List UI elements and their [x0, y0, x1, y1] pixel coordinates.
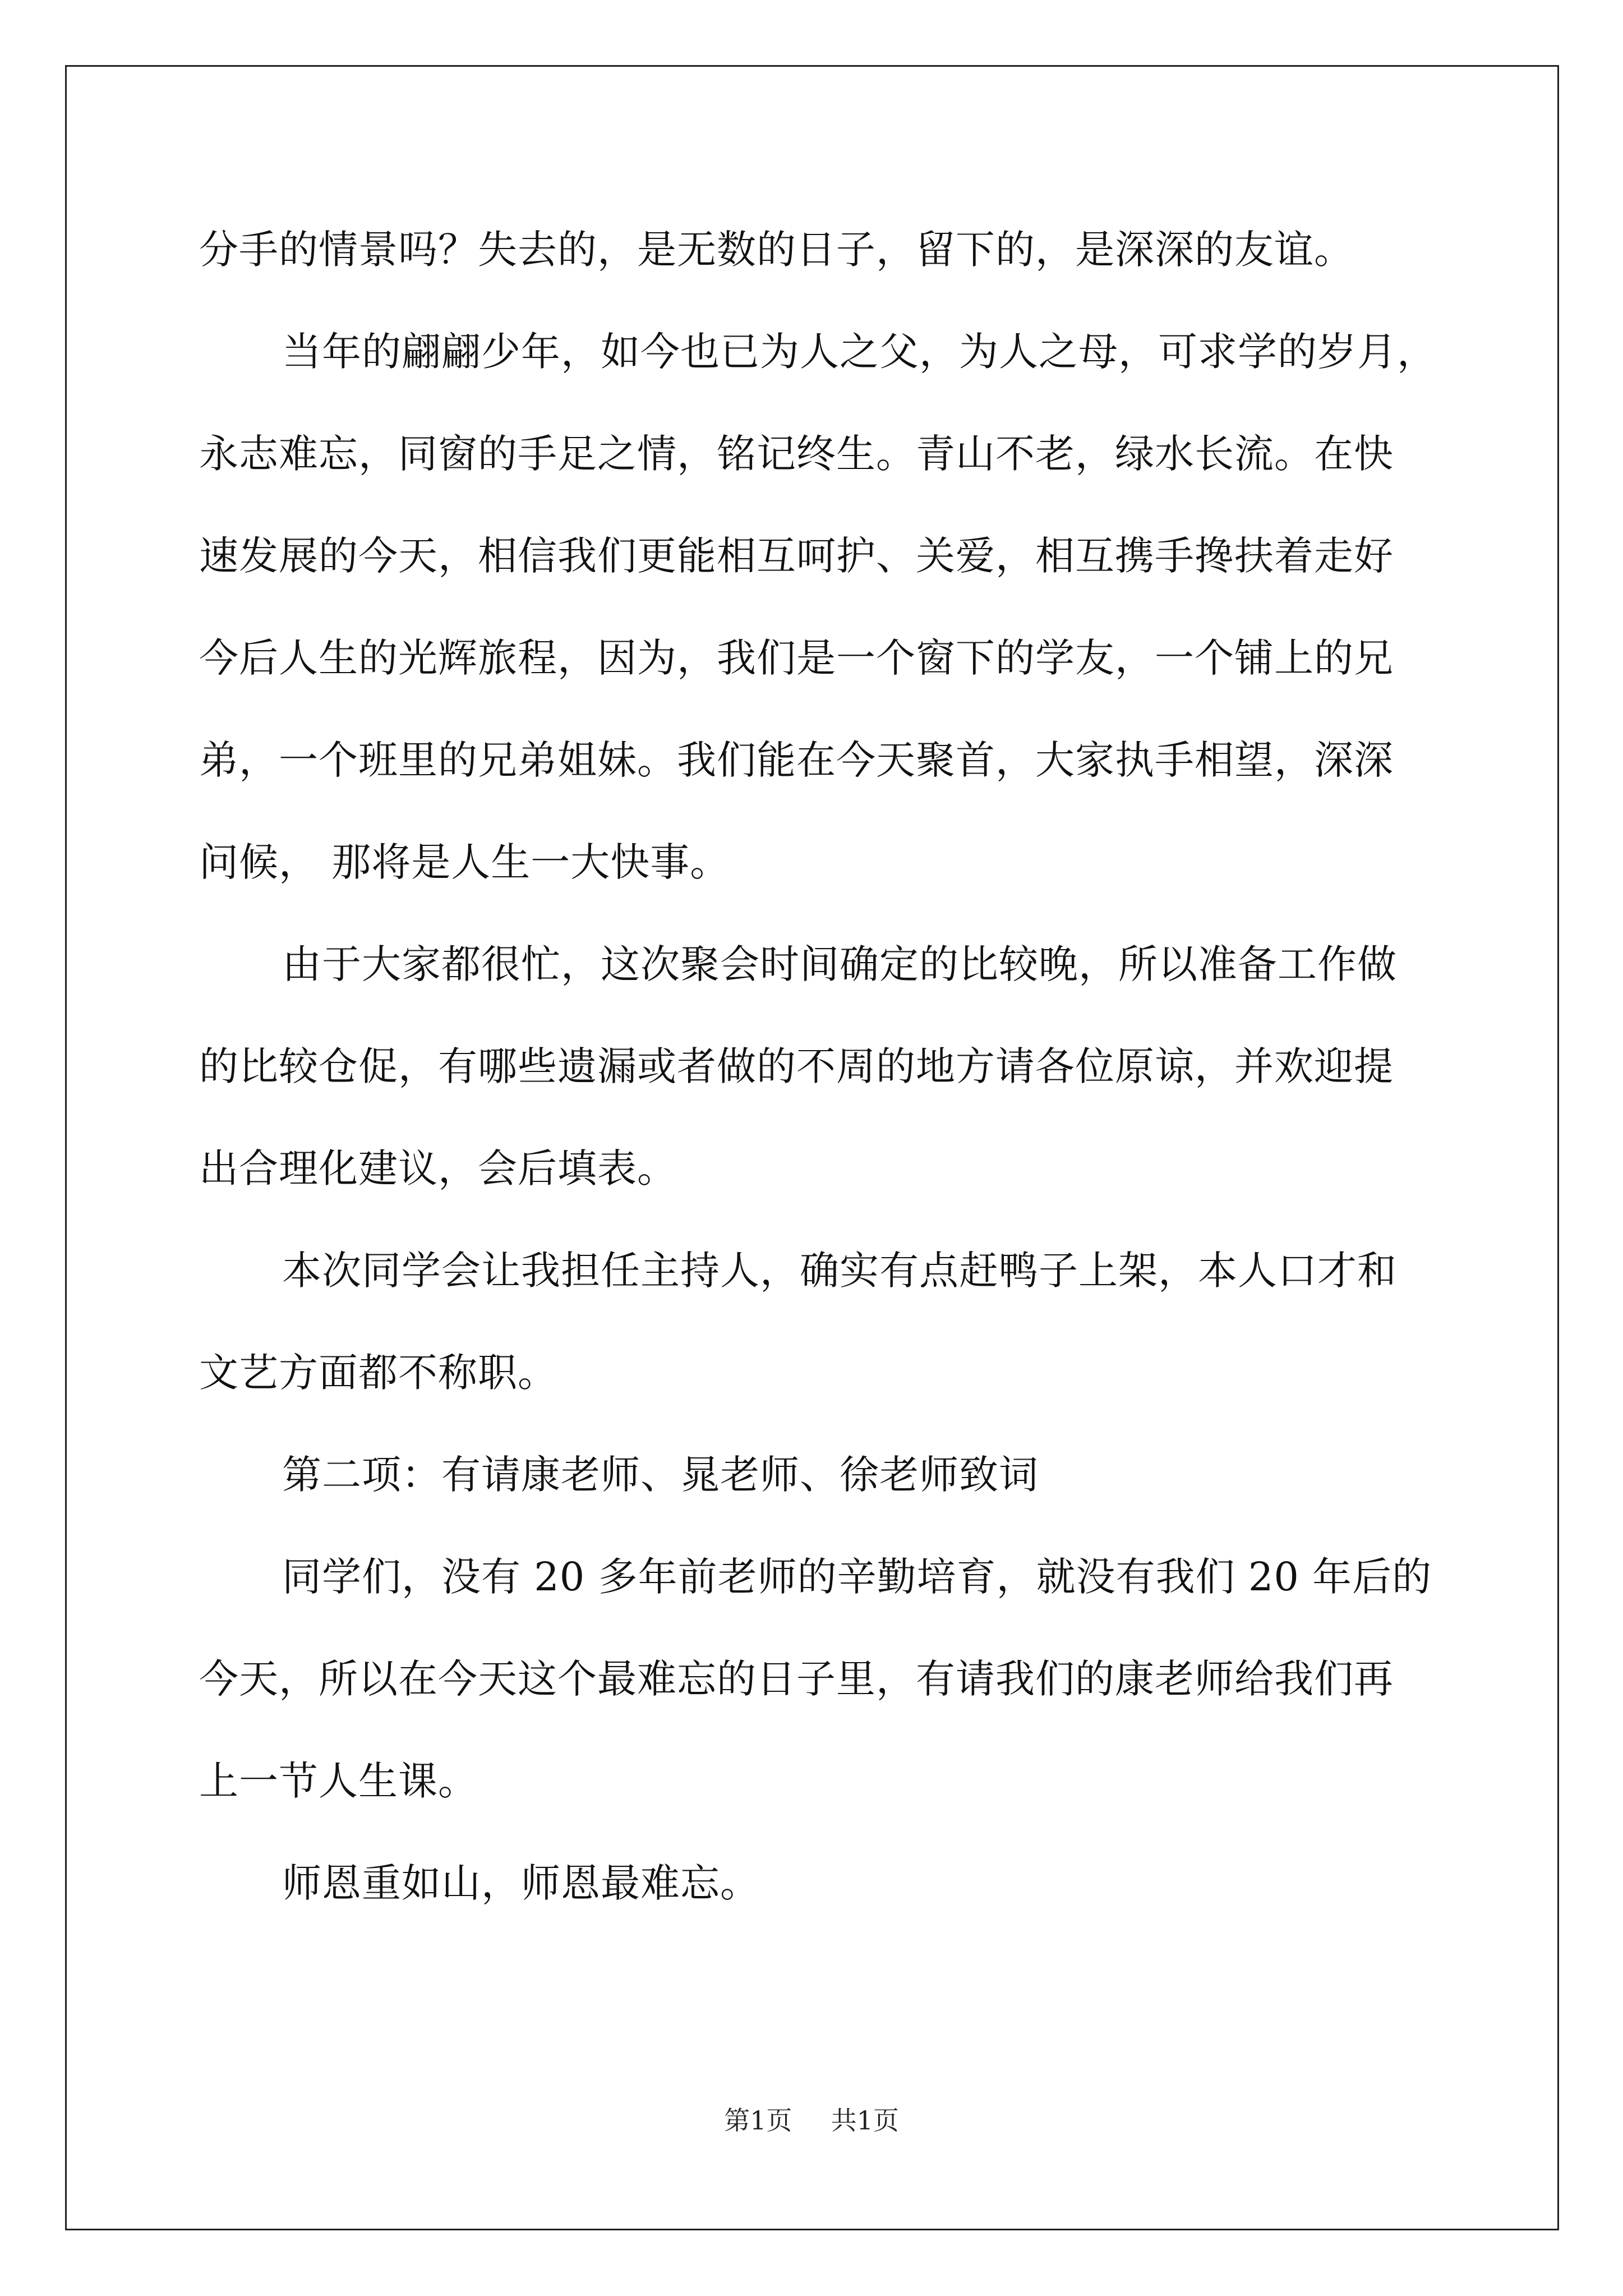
text-line: 今天，所以在今天这个最难忘的日子里，有请我们的康老师给我们再 [199, 1656, 1394, 1702]
text-line: 弟，一个班里的兄弟姐妹。我们能在今天聚首，大家执手相望，深深 [199, 737, 1394, 783]
paragraph-start-line: 同学们，没有 20 多年前老师的辛勤培育，就没有我们 20 年后的 [282, 1554, 1432, 1600]
text-line: 的比较仓促，有哪些遗漏或者做的不周的地方请各位原谅，并欢迎提 [199, 1043, 1394, 1089]
text-line: 永志难忘，同窗的手足之情，铭记终生。青山不老，绿水长流。在快 [199, 431, 1394, 477]
document-body [199, 216, 1436, 1952]
page-total: 共1页 [831, 2105, 899, 2136]
text-line: 速发展的今天，相信我们更能相互呵护、关爱，相互携手搀扶着走好 [199, 533, 1394, 579]
text-line: 问候， 那将是人生一大快事。 [199, 839, 730, 885]
paragraph-start-line: 由于大家都很忙，这次聚会时间确定的比较晚，所以准备工作做 [282, 941, 1397, 987]
paragraph-start-line: 师恩重如山，师恩最难忘。 [282, 1860, 760, 1906]
paragraph-start-line: 当年的翩翩少年，如今也已为人之父，为人之母，可求学的岁月， [282, 329, 1437, 375]
text-line: 分手的情景吗？失去的，是无数的日子，留下的，是深深的友谊。 [199, 227, 1354, 273]
page-footer [0, 2104, 1623, 2137]
text-line: 上一节人生课。 [199, 1758, 478, 1804]
text-line: 今后人生的光辉旅程，因为，我们是一个窗下的学友，一个铺上的兄 [199, 635, 1394, 681]
paragraph-start-line: 本次同学会让我担任主持人，确实有点赶鸭子上架，本人口才和 [282, 1248, 1397, 1294]
text-line: 出合理化建议，会后填表。 [199, 1145, 677, 1191]
section-heading-line: 第二项：有请康老师、晁老师、徐老师致词 [282, 1452, 1039, 1498]
page-number: 第1页 [724, 2105, 792, 2136]
text-line: 文艺方面都不称职。 [199, 1350, 557, 1396]
